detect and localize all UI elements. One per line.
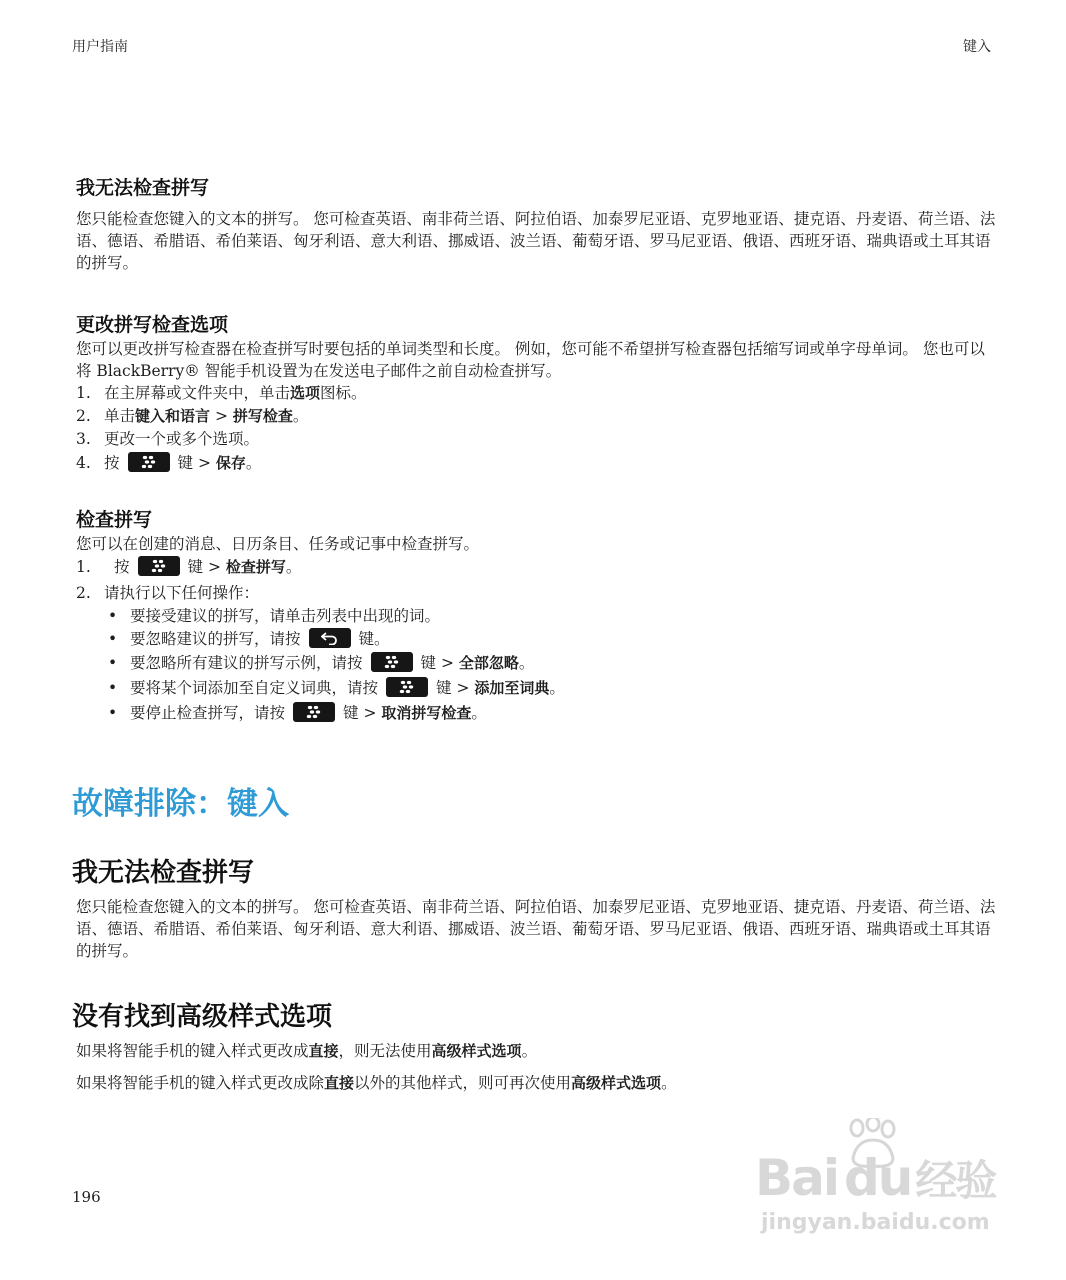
chapter-title: 故障排除：键入	[72, 786, 289, 822]
bullet-icon: •	[108, 654, 118, 672]
paragraph: 如果将智能手机的键入样式更改成除直接以外的其他样式，则可再次使用高级样式选项。	[76, 1074, 677, 1092]
bullet-icon: •	[108, 607, 118, 625]
step-number: 1.	[76, 384, 91, 402]
ui-term: 检查拼写	[225, 558, 286, 576]
ui-term: 全部忽略	[458, 654, 519, 672]
ui-term: 拼写检查	[232, 407, 293, 425]
blackberry-menu-key-icon	[371, 652, 413, 672]
step-item: 2. 单击键入和语言 > 拼写检查。	[76, 407, 309, 425]
watermark-brand-b: du	[844, 1149, 912, 1207]
ui-term: 高级样式选项	[431, 1042, 522, 1060]
section-body: 您只能检查您键入的文本的拼写。 您可检查英语、南非荷兰语、阿拉伯语、加泰罗尼亚语、克罗地亚语、捷克语、丹麦语、荷兰语、法语、德语、希腊语、希伯莱语、匈牙利语、意大利语、挪威语、波兰语、葡萄牙语、罗马尼亚语、俄语、西班牙语、瑞典语或土耳其语的拼写。	[76, 898, 996, 960]
ui-term: 取消拼写检查	[381, 704, 472, 722]
bullet-item: • 要忽略建议的拼写，请按 键。	[108, 630, 390, 648]
step-item: 1. 按 键 > 检查拼写。	[76, 558, 302, 576]
step-number: 2.	[76, 407, 91, 425]
step-number: 3.	[76, 430, 91, 448]
back-key-icon	[309, 628, 351, 648]
section-body: 您可以在创建的消息、日历条目、任务或记事中检查拼写。	[76, 535, 480, 553]
step-number: 2.	[76, 584, 91, 602]
page-number: 196	[72, 1188, 101, 1206]
section-title-cannot-check-spelling: 我无法检查拼写	[76, 177, 210, 199]
bullet-item: • 要将某个词添加至自定义词典，请按 键 > 添加至词典。	[108, 679, 565, 697]
section-title-change-spellcheck-options: 更改拼写检查选项	[76, 314, 229, 336]
bullet-icon: •	[108, 679, 118, 697]
baidu-jingyan-watermark	[755, 1118, 1005, 1238]
ui-term: 键入和语言	[135, 407, 211, 425]
blackberry-menu-key-icon	[138, 556, 180, 576]
running-header-left: 用户指南	[72, 39, 128, 55]
step-number: 4.	[76, 454, 91, 472]
bullet-icon: •	[108, 630, 118, 648]
section-title-check-spelling: 检查拼写	[76, 509, 153, 531]
blackberry-menu-key-icon	[128, 452, 170, 472]
ui-term: 直接	[324, 1074, 355, 1092]
ui-term: 保存	[215, 454, 246, 472]
step-number: 1.	[76, 558, 91, 576]
ui-term: 直接	[308, 1042, 339, 1060]
section-body: 您可以更改拼写检查器在检查拼写时要包括的单词类型和长度。 例如，您可能不希望拼写检查器包括缩写词或单字母单词。 您也可以将 BlackBerry® 智能手机设置为在发送电子邮件之前自动检查拼写。	[76, 340, 985, 380]
paragraph: 如果将智能手机的键入样式更改成直接，则无法使用高级样式选项。	[76, 1042, 538, 1060]
bullet-item: • 要忽略所有建议的拼写示例，请按 键 > 全部忽略。	[108, 654, 535, 672]
blackberry-menu-key-icon	[293, 702, 335, 722]
section-title-advanced-style-missing: 没有找到高级样式选项	[72, 1002, 333, 1032]
step-item: 4. 按 键 > 保存。	[76, 454, 262, 472]
ui-term: 选项	[290, 384, 321, 402]
step-item: 2. 请执行以下任何操作：	[76, 584, 260, 602]
ui-term: 添加至词典	[474, 679, 550, 697]
bullet-item: • 要接受建议的拼写，请单击列表中出现的词。	[108, 607, 441, 625]
running-header-right: 键入	[963, 39, 991, 55]
step-item: 1. 在主屏幕或文件夹中，单击选项图标。	[76, 384, 367, 402]
bullet-icon: •	[108, 704, 118, 722]
bullet-item: • 要停止检查拼写，请按 键 > 取消拼写检查。	[108, 704, 487, 722]
section-body: 您只能检查您键入的文本的拼写。 您可检查英语、南非荷兰语、阿拉伯语、加泰罗尼亚语、克罗地亚语、捷克语、丹麦语、荷兰语、法语、德语、希腊语、希伯莱语、匈牙利语、意大利语、挪威语、波兰语、葡萄牙语、罗马尼亚语、俄语、西班牙语、瑞典语或土耳其语的拼写。	[76, 210, 996, 272]
watermark-brand-cn: 经验	[915, 1156, 996, 1205]
watermark-url: jingyan.baidu.com	[761, 1210, 990, 1235]
watermark-brand-a: Bai	[755, 1149, 838, 1207]
blackberry-menu-key-icon	[386, 677, 428, 697]
step-item: 3. 更改一个或多个选项。	[76, 430, 260, 448]
section-title-cannot-check-spelling: 我无法检查拼写	[72, 858, 255, 888]
ui-term: 高级样式选项	[571, 1074, 662, 1092]
